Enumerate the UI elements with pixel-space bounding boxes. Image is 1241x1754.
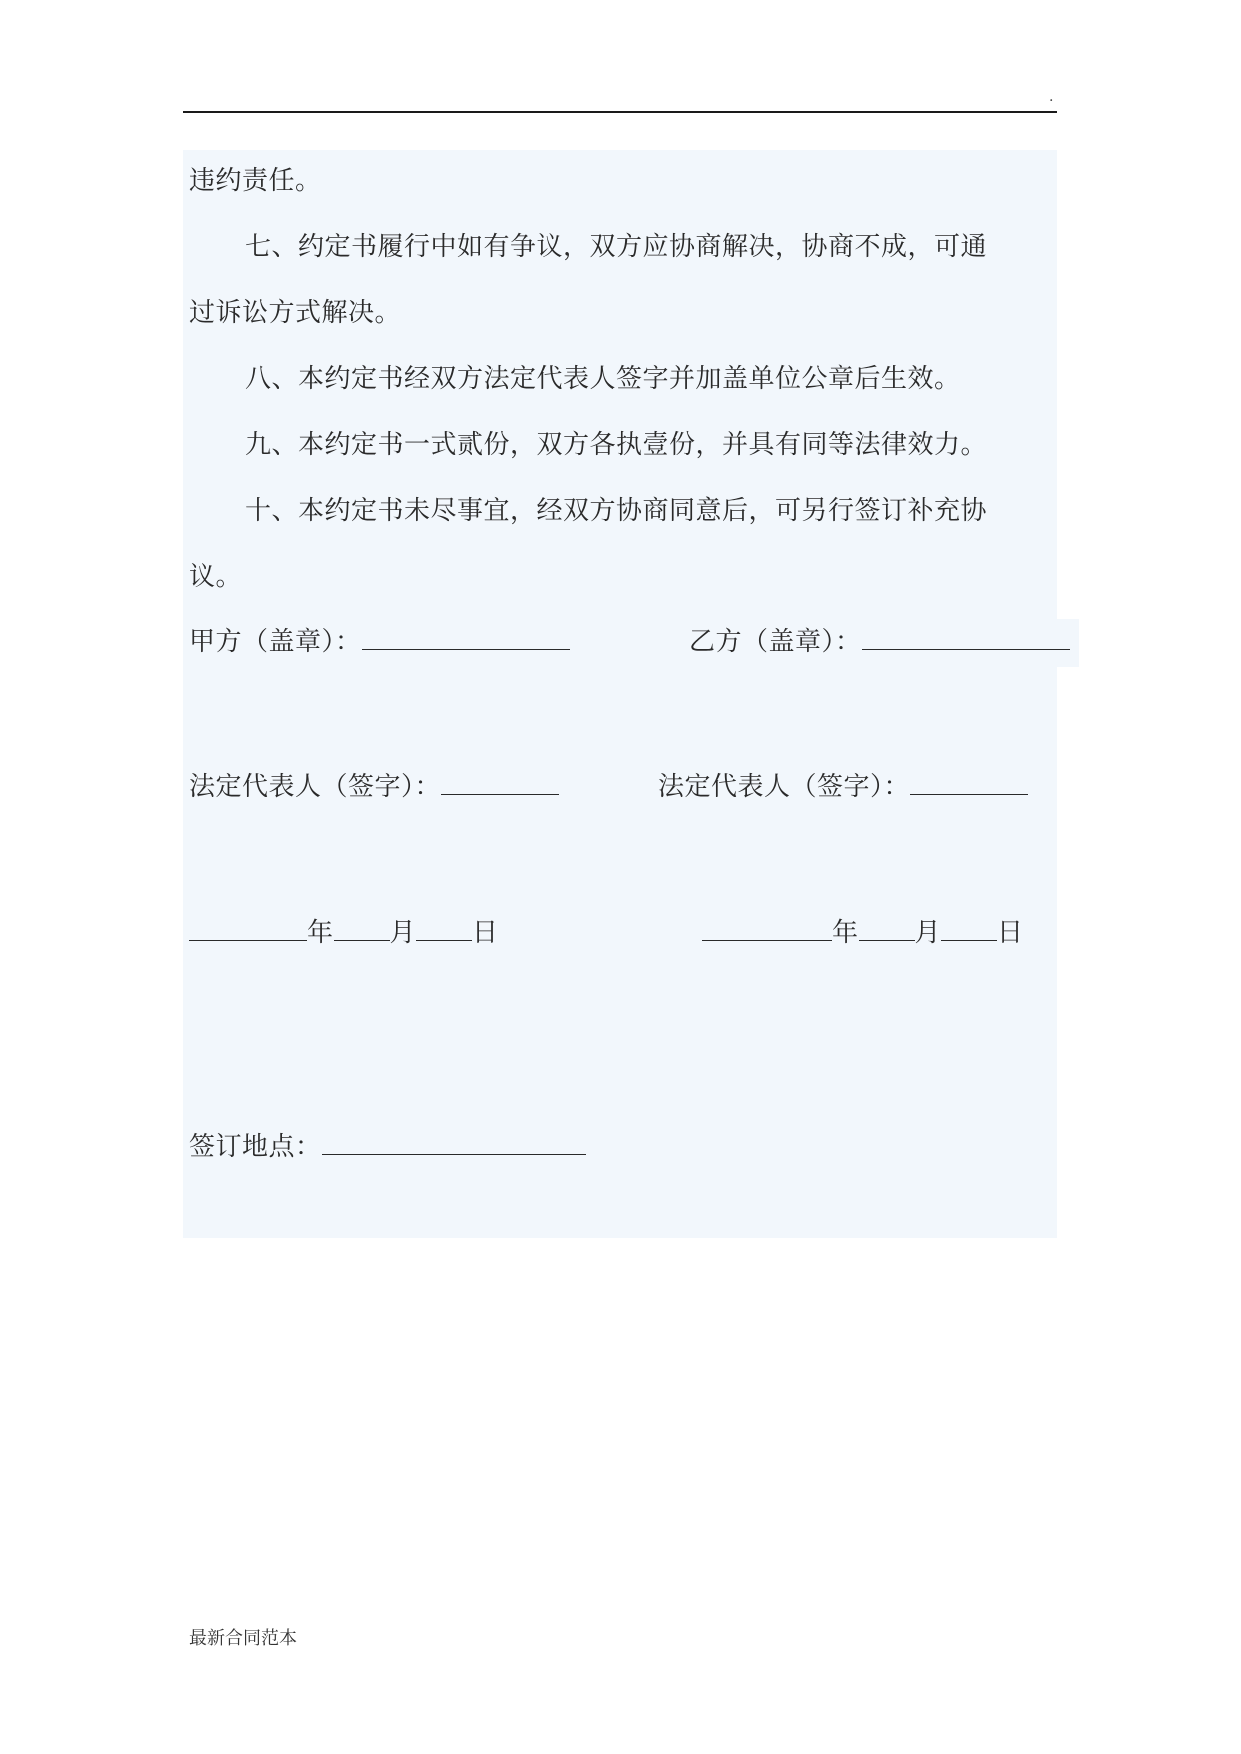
clause-10-text: 十、本约定书未尽事宜，经双方协商同意后，可另行签订补充协 [245, 496, 988, 526]
party-b-rep-row [658, 772, 1028, 802]
header-mark: . [1049, 89, 1054, 105]
party-a-month-blank[interactable] [334, 918, 390, 941]
party-b-seal-blank[interactable] [862, 627, 1070, 650]
party-a-month-label: 月 [389, 918, 417, 948]
party-b-rep-blank[interactable] [910, 772, 1028, 795]
party-b-seal-row [689, 627, 1070, 657]
party-b-month-blank[interactable] [859, 918, 915, 941]
header-rule [183, 111, 1057, 113]
party-a-year-label: 年 [307, 918, 334, 948]
party-a-rep-label: 法定代表人（签字）： [189, 772, 442, 802]
party-a-year-blank[interactable] [189, 918, 307, 941]
party-b-month-label: 月 [914, 918, 942, 948]
clause-7-continuation: 过诉讼方式解决。 [189, 298, 402, 328]
footer-text: 最新合同范本 [189, 1628, 297, 1649]
party-a-seal-row [189, 627, 570, 657]
party-a-day-label: 日 [472, 918, 499, 948]
signing-place-row [189, 1132, 586, 1162]
clause-text-line: 违约责任。 [189, 166, 322, 196]
party-b-year-blank[interactable] [702, 918, 832, 941]
signing-place-label: 签订地点： [189, 1132, 322, 1162]
party-a-rep-row [189, 772, 559, 802]
clause-8-text: 八、本约定书经双方法定代表人签字并加盖单位公章后生效。 [245, 364, 961, 394]
party-b-seal-label: 乙方（盖章）： [689, 627, 862, 657]
party-a-date-row [189, 918, 499, 948]
party-a-rep-blank[interactable] [441, 772, 559, 795]
party-b-year-label: 年 [832, 918, 859, 948]
clause-10-continuation: 议。 [189, 562, 243, 592]
clause-9-text: 九、本约定书一式贰份，双方各执壹份，并具有同等法律效力。 [245, 430, 988, 460]
party-a-seal-blank[interactable] [362, 627, 570, 650]
clause-7-text: 七、约定书履行中如有争议，双方应协商解决，协商不成，可通 [245, 232, 988, 262]
signing-place-blank[interactable] [322, 1132, 586, 1155]
party-b-rep-label: 法定代表人（签字）： [658, 772, 911, 802]
party-b-day-label: 日 [997, 918, 1024, 948]
party-a-seal-label: 甲方（盖章）： [189, 627, 362, 657]
party-b-date-row [702, 918, 1024, 948]
party-b-day-blank[interactable] [941, 918, 997, 941]
party-a-day-blank[interactable] [416, 918, 472, 941]
